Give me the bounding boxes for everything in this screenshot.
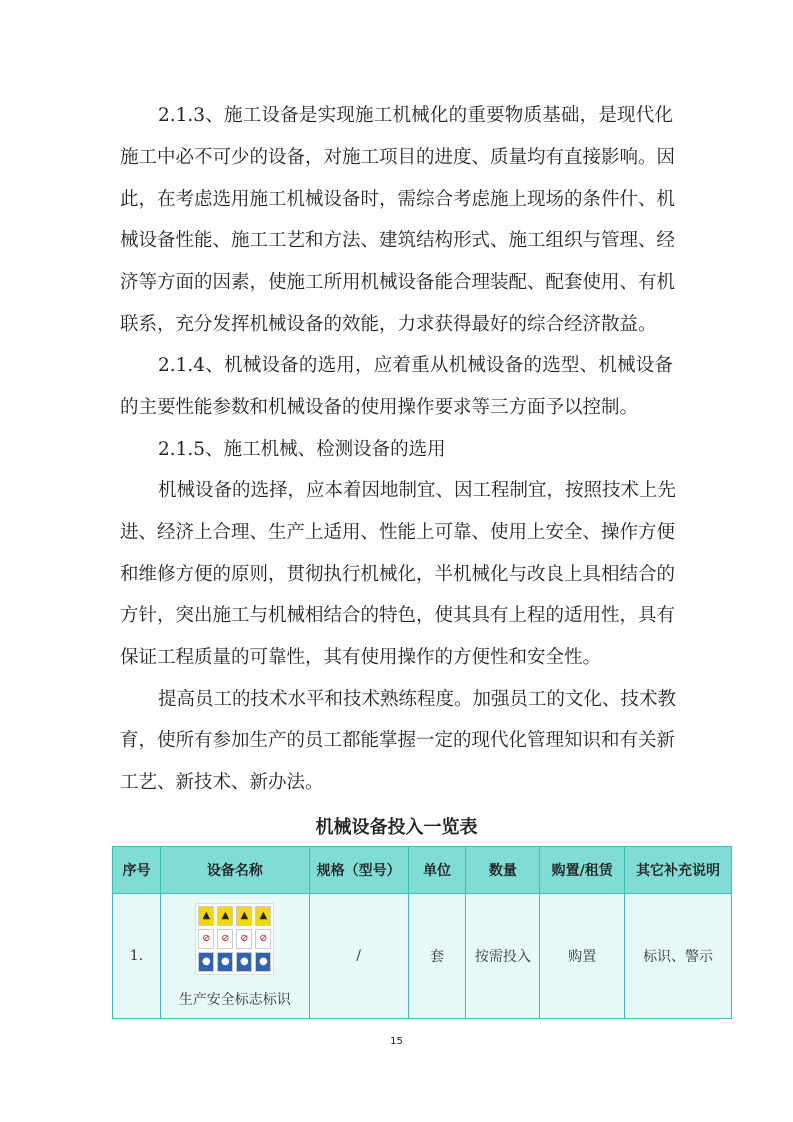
page-number: 15 — [390, 1036, 403, 1047]
text-line: 2.1.3、施工设备是实现施工机械化的重要物质基础，是现代化 — [158, 105, 673, 126]
header-unit: 单位 — [408, 847, 466, 894]
text-line: 进、经济上合理、生产上适用、性能上可靠、使用上安全、操作方便 — [120, 522, 676, 543]
equipment-name: 生产安全标志标识 — [178, 992, 291, 1008]
text-line: 提高员工的技术水平和技术熟练程度。加强员工的文化、技术教 — [158, 689, 677, 710]
cell-no: 1. — [113, 894, 161, 1019]
text-line: 的主要性能参数和机械设备的使用操作要求等三方面予以控制。 — [120, 397, 639, 418]
prohibition-sign-icon: ⊘ — [255, 929, 271, 949]
text-line: 联系，充分发挥机械设备的效能，力求获得最好的综合经济散益。 — [120, 314, 657, 335]
text-line: 工艺、新技术、新办法。 — [120, 772, 324, 793]
header-spec: 规格（型号） — [309, 847, 408, 894]
table-row — [113, 894, 732, 1019]
cell-acquire: 购置 — [540, 894, 625, 1019]
equipment-table — [112, 846, 732, 1019]
text-line: 械设备性能、施工工艺和方法、建筑结构形式、施工组织与管理、经 — [120, 230, 676, 251]
text-line: 2.1.4、机械设备的选用，应着重从机械设备的选型、机械设备 — [158, 355, 673, 376]
prohibition-sign-icon: ⊘ — [198, 929, 214, 949]
text-line: 此，在考虑选用施工机械设备时，需综合考虑施上现场的条件什、机 — [120, 189, 676, 210]
mandatory-sign-icon: ● — [217, 952, 233, 972]
cell-qty: 按需投入 — [466, 894, 540, 1019]
cell-note: 标识、警示 — [625, 894, 732, 1019]
header-note: 其它补充说明 — [625, 847, 732, 894]
header-no: 序号 — [113, 847, 161, 894]
table-header-row — [113, 847, 732, 894]
table-title: 机械设备投入一览表 — [315, 817, 478, 838]
text-line: 方针，突出施工与机械相结合的特色，使其具有上程的适用性，具有 — [120, 605, 676, 626]
text-line: 保证工程质量的可靠性，其有使用操作的方便性和安全性。 — [120, 647, 602, 668]
text-line: 机械设备的选择，应本着因地制宜、因工程制宜，按照技术上先 — [158, 480, 677, 501]
safety-signs-image — [195, 903, 274, 975]
warning-sign-icon: ▲ — [255, 906, 271, 926]
warning-sign-icon: ▲ — [198, 906, 214, 926]
text-line: 济等方面的因素，使施工所用机械设备能合理装配、配套使用、有机 — [120, 272, 676, 293]
header-qty: 数量 — [466, 847, 540, 894]
text-line: 2.1.5、施工机械、检测设备的选用 — [158, 439, 446, 460]
cell-unit: 套 — [408, 894, 466, 1019]
header-name: 设备名称 — [160, 847, 309, 894]
text-line: 育，使所有参加生产的员工都能掌握一定的现代化管理知识和有关新 — [120, 730, 676, 751]
mandatory-sign-icon: ● — [255, 952, 271, 972]
text-line: 施工中必不可少的设备，对施工项目的进度、质量均有直接影响。因 — [120, 147, 676, 168]
prohibition-sign-icon: ⊘ — [217, 929, 233, 949]
mandatory-sign-icon: ● — [236, 952, 252, 972]
cell-spec: / — [309, 894, 408, 1019]
prohibition-sign-icon: ⊘ — [236, 929, 252, 949]
warning-sign-icon: ▲ — [217, 906, 233, 926]
text-line: 和维修方便的原则，贯彻执行机械化，半机械化与改良上具相结合的 — [120, 564, 676, 585]
warning-sign-icon: ▲ — [236, 906, 252, 926]
header-acquire: 购置/租赁 — [540, 847, 625, 894]
cell-name — [160, 894, 309, 1019]
mandatory-sign-icon: ● — [198, 952, 214, 972]
